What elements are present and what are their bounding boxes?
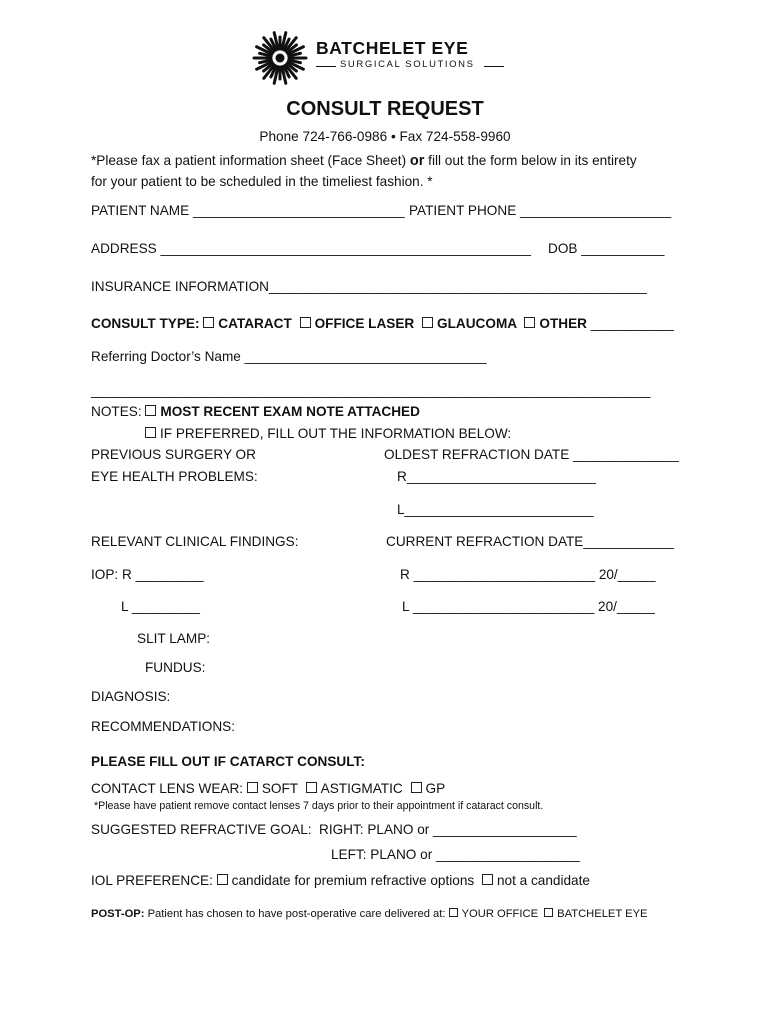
current-refraction-field[interactable]: CURRENT REFRACTION DATE____________	[386, 534, 675, 549]
contact-lens-label: CONTACT LENS WEAR:	[91, 781, 247, 796]
postop-row	[91, 908, 648, 921]
refractive-goal-label: SUGGESTED REFRACTIVE GOAL:	[91, 822, 312, 837]
checkbox-cataract[interactable]	[203, 317, 214, 328]
page-title: CONSULT REQUEST	[286, 98, 484, 120]
notes-row	[91, 404, 420, 420]
oldest-refraction-l[interactable]: L_________________________	[397, 502, 594, 517]
checkbox-exam-note[interactable]	[145, 405, 156, 416]
iol-label: IOL PREFERENCE:	[91, 873, 217, 888]
checkbox-other[interactable]	[524, 317, 535, 328]
diagnosis-label: DIAGNOSIS:	[91, 689, 171, 704]
brand-subtitle: SURGICAL SOLUTIONS	[340, 59, 475, 70]
contact-lens-note: *Please have patient remove contact lenses 7 days prior to their appointment if cataract consult.	[94, 800, 544, 812]
postop-option-office: YOUR OFFICE	[461, 908, 539, 920]
current-refraction-r[interactable]: R ________________________ 20/_____	[400, 567, 656, 582]
checkbox-your-office[interactable]	[449, 908, 458, 917]
checkbox-soft[interactable]	[247, 782, 258, 793]
option-astigmatic: ASTIGMATIC	[320, 781, 403, 796]
postop-label: POST-OP:	[91, 908, 145, 920]
iol-option-premium: candidate for premium refractive options	[231, 873, 475, 888]
notes-label: NOTES:	[91, 404, 146, 419]
eye-health-label: EYE HEALTH PROBLEMS:	[91, 469, 258, 484]
checkbox-premium[interactable]	[217, 874, 228, 885]
checkbox-fill-out[interactable]	[145, 427, 156, 438]
address-field[interactable]: ADDRESS _________________________________________________	[91, 241, 531, 256]
iop-r-field[interactable]: IOP: R _________	[91, 567, 204, 582]
patient-name-field[interactable]: PATIENT NAME ____________________________	[91, 203, 405, 218]
contact-line: Phone 724-766-0986 • Fax 724-558-9960	[259, 129, 511, 144]
oldest-refraction-r[interactable]: R_________________________	[397, 469, 596, 484]
fundus-label: FUNDUS:	[145, 660, 206, 675]
referring-doctor-field[interactable]: Referring Doctor’s Name ________________________________	[91, 349, 487, 364]
postop-text: Patient has chosen to have post-operative care delivered at:	[144, 908, 449, 920]
current-refraction-l[interactable]: L ________________________ 20/_____	[402, 599, 655, 614]
other-field[interactable]: ___________	[586, 316, 674, 331]
brand-logo	[252, 30, 512, 86]
patient-phone-field[interactable]: PATIENT PHONE ____________________	[409, 203, 672, 218]
previous-surgery-label: PREVIOUS SURGERY OR	[91, 447, 256, 462]
clinical-findings-label: RELEVANT CLINICAL FINDINGS:	[91, 534, 299, 549]
left-goal-field[interactable]: LEFT: PLANO or ___________________	[331, 847, 580, 862]
oldest-refraction-field[interactable]: OLDEST REFRACTION DATE ______________	[384, 447, 679, 462]
checkbox-astigmatic[interactable]	[306, 782, 317, 793]
sunburst-eye-icon	[252, 30, 308, 86]
iop-l-field[interactable]: L _________	[121, 599, 200, 614]
intro-text: *Please fax a patient information sheet (Face Sheet)	[91, 153, 410, 168]
option-glaucoma: GLAUCOMA	[437, 316, 517, 331]
intro-text: fill out the form below in its entirety	[424, 153, 637, 168]
consult-type-label: CONSULT TYPE:	[91, 316, 204, 331]
notes-option-fill: IF PREFERRED, FILL OUT THE INFORMATION BELOW:	[160, 426, 512, 441]
slit-lamp-label: SLIT LAMP:	[137, 631, 211, 646]
brand-subtitle-row	[316, 59, 506, 73]
checkbox-not-candidate[interactable]	[482, 874, 493, 885]
option-soft: SOFT	[261, 781, 298, 796]
blank-line-field[interactable]: __________________________________________________________________________	[91, 383, 651, 398]
notes-option-exam: MOST RECENT EXAM NOTE ATTACHED	[160, 404, 420, 419]
insurance-field[interactable]: INSURANCE INFORMATION__________________________________________________	[91, 279, 647, 294]
intro-line-1	[91, 153, 637, 169]
postop-option-batchelet: BATCHELET EYE	[557, 908, 648, 920]
recommendations-label: RECOMMENDATIONS:	[91, 719, 235, 734]
divider	[484, 66, 504, 67]
iol-preference-row	[91, 873, 590, 889]
option-other: OTHER	[539, 316, 587, 331]
option-office-laser: OFFICE LASER	[314, 316, 415, 331]
checkbox-gp[interactable]	[411, 782, 422, 793]
checkbox-batchelet[interactable]	[544, 908, 553, 917]
contact-lens-row	[91, 781, 445, 797]
consult-type-row	[91, 316, 674, 332]
right-goal-field[interactable]: RIGHT: PLANO or ___________________	[319, 822, 577, 837]
dob-field[interactable]: DOB ___________	[548, 241, 665, 256]
checkbox-glaucoma[interactable]	[422, 317, 433, 328]
intro-or: or	[409, 153, 425, 169]
notes-row-2	[145, 426, 511, 442]
iol-option-not-candidate: not a candidate	[496, 873, 590, 888]
option-cataract: CATARACT	[218, 316, 292, 331]
cataract-heading: PLEASE FILL OUT IF CATARCT CONSULT:	[91, 754, 365, 769]
intro-line-2: for your patient to be scheduled in the timeliest fashion. *	[91, 174, 433, 189]
brand-name: BATCHELET EYE	[316, 38, 469, 58]
option-gp: GP	[425, 781, 446, 796]
divider	[316, 66, 336, 67]
checkbox-office-laser[interactable]	[300, 317, 311, 328]
